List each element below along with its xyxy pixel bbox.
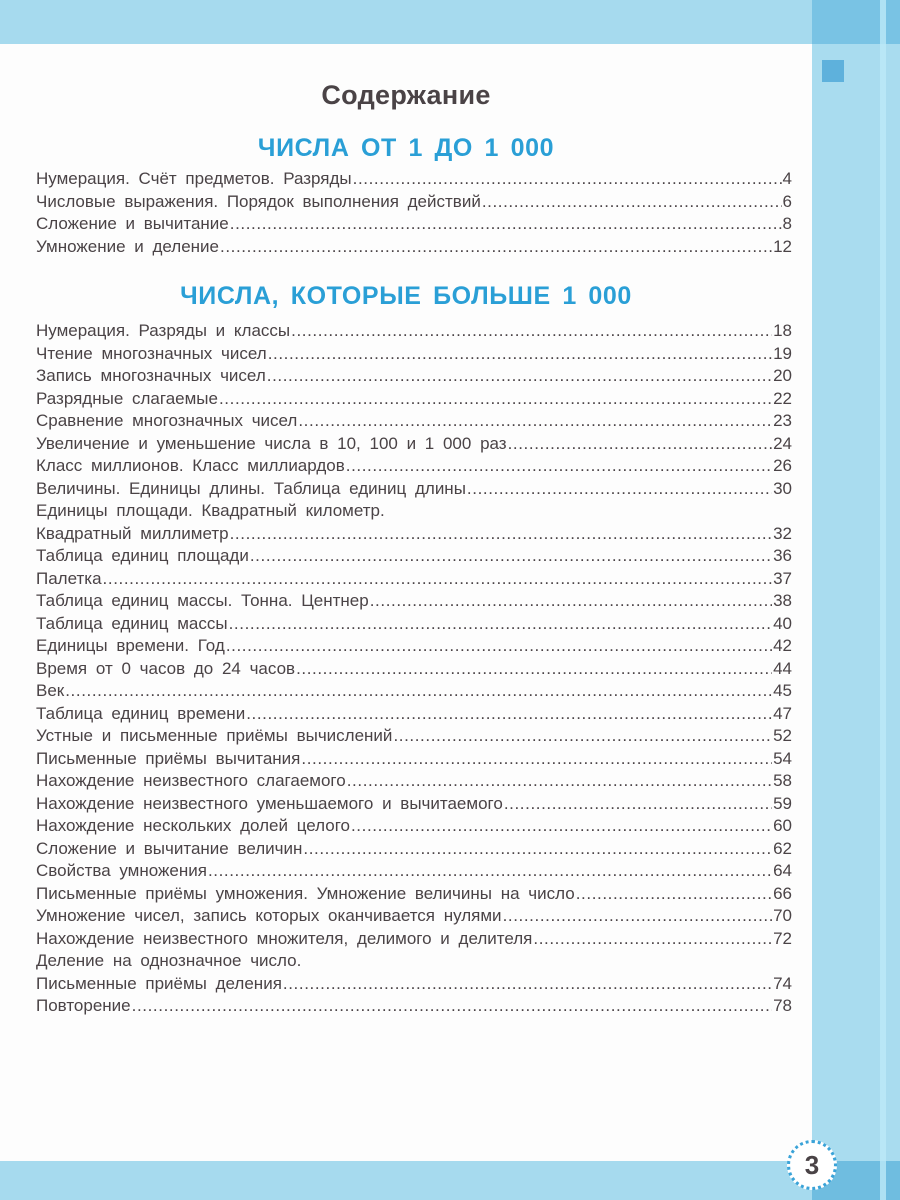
dot-leader: [220, 237, 772, 257]
toc-entry[interactable]: [36, 659, 792, 682]
dot-leader: [347, 771, 772, 791]
toc-entry[interactable]: [36, 434, 792, 457]
dot-leader: [296, 659, 772, 679]
toc-entry-label: Время от 0 часов до 24 часов: [36, 658, 296, 678]
toc-entry-label: Письменные приёмы деления: [36, 973, 282, 993]
toc-entry-label: Чтение многозначных чисел: [36, 343, 267, 363]
toc-entry-label: Нумерация. Счёт предметов. Разряды: [36, 169, 352, 188]
toc-entry-label: Сложение и вычитание: [36, 214, 229, 233]
toc-entry-label: Устные и письменные приёмы вычислений: [36, 726, 393, 745]
toc-entry-label: Деление на однозначное число.: [36, 951, 302, 970]
toc-entry-page-number: 40: [773, 613, 792, 633]
toc-entry-label: Нахождение неизвестного множителя, делимого и делителя: [36, 928, 533, 948]
dot-leader: [504, 794, 772, 814]
page-number-badge: [787, 1140, 837, 1190]
toc-entry-page-number: 20: [773, 366, 792, 385]
toc-entry-label: Таблица единиц массы. Тонна. Центнер: [36, 591, 369, 610]
toc-entry-label: Век: [36, 681, 65, 700]
toc-section-2: [36, 321, 792, 1019]
toc-entry-page-number: 22: [773, 388, 792, 408]
toc-entry[interactable]: [36, 929, 792, 952]
toc-entry[interactable]: [36, 366, 792, 389]
dot-leader: [268, 344, 772, 364]
dot-leader: [508, 434, 773, 454]
toc-entry-page-number: 38: [773, 591, 792, 610]
dot-leader: [291, 321, 772, 341]
toc-entry[interactable]: [36, 749, 792, 772]
dot-leader: [301, 749, 772, 769]
toc-entry-page-number: 45: [773, 681, 792, 700]
toc-entry-label: Класс миллионов. Класс миллиардов: [36, 456, 345, 475]
toc-entry[interactable]: [36, 996, 792, 1019]
dot-leader: [503, 906, 773, 926]
dot-leader: [351, 816, 772, 836]
toc-entry-label: Таблица единиц площади: [36, 546, 249, 565]
right-border-band: [812, 0, 900, 1200]
toc-entry[interactable]: [36, 569, 792, 592]
toc-entry-label: Таблица единиц массы: [36, 613, 228, 633]
dot-leader: [250, 546, 772, 566]
dot-leader: [230, 214, 782, 234]
dot-leader: [298, 411, 772, 431]
toc-entry-label: Квадратный миллиметр: [36, 523, 229, 543]
dot-leader: [303, 839, 772, 859]
section-title-2: ЧИСЛА, КОТОРЫЕ БОЛЬШЕ 1 000: [180, 282, 632, 310]
dot-leader: [229, 614, 772, 634]
toc-entry[interactable]: [36, 974, 792, 997]
toc-entry-label: Свойства умножения: [36, 861, 207, 880]
dot-leader: [267, 366, 772, 386]
toc-entry-page-number: 32: [773, 523, 792, 543]
page-title: Содержание: [321, 80, 491, 110]
dot-leader: [230, 524, 772, 544]
chapter-marker-square-icon: [822, 60, 844, 82]
dot-leader: [219, 389, 772, 409]
page-number: 3: [804, 1149, 820, 1180]
toc-entry[interactable]: [36, 524, 792, 547]
toc-entry-page-number: 54: [773, 748, 792, 768]
toc-entry-label: Палетка: [36, 568, 102, 588]
toc-entry[interactable]: [36, 794, 792, 817]
toc-entry[interactable]: [36, 546, 792, 569]
toc-entry-page-number: 44: [773, 658, 792, 678]
page-sheet: [0, 44, 812, 1161]
toc-entry[interactable]: [36, 906, 792, 929]
toc-entry-page-number: 47: [773, 703, 792, 723]
bottom-border-band: [0, 1161, 900, 1200]
toc-entry-label: Письменные приёмы вычитания: [36, 748, 301, 768]
toc-entry-page-number: 78: [773, 996, 792, 1015]
toc-entry-page-number: 6: [782, 191, 792, 211]
toc-entry-page-number: 19: [773, 343, 792, 363]
toc-entry-label: Таблица единиц времени: [36, 703, 246, 723]
toc-entry[interactable]: [36, 344, 792, 367]
toc-entry-page-number: 60: [773, 816, 792, 835]
toc-entry[interactable]: [36, 951, 792, 974]
dot-leader: [103, 569, 773, 589]
toc-entry-page-number: 37: [773, 568, 792, 588]
toc-entry-page-number: 62: [773, 838, 792, 858]
toc-entry-page-number: 58: [773, 771, 792, 790]
toc-entry-page-number: 8: [782, 214, 792, 233]
toc-entry[interactable]: [36, 861, 792, 884]
toc-entry-label: Увеличение и уменьшение числа в 10, 100 и 1 000 раз: [36, 433, 507, 453]
toc-entry[interactable]: [36, 411, 792, 434]
toc-entry-label: Единицы времени. Год: [36, 636, 225, 655]
dot-leader: [467, 479, 772, 499]
toc-entry-label: Нахождение неизвестного слагаемого: [36, 771, 346, 790]
edge-stripe: [880, 0, 886, 1200]
toc-entry-page-number: 24: [773, 433, 792, 453]
toc-entry-page-number: 4: [782, 169, 792, 188]
toc-entry-page-number: 36: [773, 546, 792, 565]
toc-entry-label: Письменные приёмы умножения. Умножение величины на число: [36, 883, 575, 903]
toc-entry[interactable]: [36, 816, 792, 839]
toc-entry-page-number: 72: [773, 928, 792, 948]
toc-entry-label: Умножение чисел, запись которых оканчивается нулями: [36, 906, 502, 925]
toc-entry-page-number: 42: [773, 636, 792, 655]
toc-entry[interactable]: [36, 389, 792, 412]
toc-entry-label: Нахождение неизвестного уменьшаемого и вычитаемого: [36, 793, 503, 813]
toc-entry-page-number: 52: [773, 726, 792, 745]
toc-entry[interactable]: [36, 169, 792, 192]
dot-leader: [226, 636, 772, 656]
toc-entry-label: Умножение и деление: [36, 236, 220, 256]
toc-entry-label: Повторение: [36, 996, 131, 1015]
toc-entry-label: Запись многозначных чисел: [36, 366, 266, 385]
toc-entry[interactable]: [36, 636, 792, 659]
toc-entry-label: Сравнение многозначных чисел: [36, 411, 298, 430]
dot-leader: [393, 726, 772, 746]
toc-entry-page-number: 26: [773, 456, 792, 475]
toc-entry[interactable]: [36, 214, 792, 237]
toc-entry-label: Числовые выражения. Порядок выполнения действий: [36, 191, 481, 211]
toc-entry[interactable]: [36, 237, 792, 260]
dot-leader: [65, 681, 772, 701]
toc-entry[interactable]: [36, 479, 792, 502]
dot-leader: [132, 996, 772, 1016]
toc-entry[interactable]: [36, 456, 792, 479]
dot-leader: [533, 929, 772, 949]
toc-entry-label: Сложение и вычитание величин: [36, 838, 303, 858]
toc-entry-label: Единицы площади. Квадратный километр.: [36, 501, 385, 520]
toc-entry-label: Нумерация. Разряды и классы: [36, 321, 291, 340]
toc-entry-page-number: 64: [773, 861, 792, 880]
toc-entry-page-number: 70: [773, 906, 792, 925]
toc-entry[interactable]: [36, 192, 792, 215]
top-border-band: [0, 0, 900, 44]
dot-leader: [370, 591, 772, 611]
dot-leader: [283, 974, 772, 994]
toc-entry[interactable]: [36, 591, 792, 614]
toc-entry-label: Разрядные слагаемые: [36, 388, 218, 408]
toc-entry-label: Величины. Единицы длины. Таблица единиц длины: [36, 478, 466, 498]
dot-leader: [246, 704, 772, 724]
toc-entry[interactable]: [36, 321, 792, 344]
dot-leader: [482, 192, 782, 212]
dot-leader: [346, 456, 772, 476]
section-title-1: ЧИСЛА ОТ 1 ДО 1 000: [257, 134, 555, 162]
toc-entry-page-number: 59: [773, 793, 792, 813]
toc-entry[interactable]: [36, 681, 792, 704]
toc-entry[interactable]: [36, 501, 792, 524]
toc-entry[interactable]: [36, 704, 792, 727]
toc-entry-page-number: 18: [773, 321, 792, 340]
toc-entry[interactable]: [36, 726, 792, 749]
toc-entry-page-number: 12: [773, 236, 792, 256]
toc-entry[interactable]: [36, 771, 792, 794]
toc-entry[interactable]: [36, 839, 792, 862]
toc-section-1: [36, 169, 792, 259]
dot-leader: [208, 861, 772, 881]
toc-entry-page-number: 30: [773, 478, 792, 498]
toc-entry[interactable]: [36, 884, 792, 907]
toc-entry[interactable]: [36, 614, 792, 637]
toc-entry-page-number: 74: [773, 973, 792, 993]
toc-entry-label: Нахождение нескольких долей целого: [36, 816, 350, 835]
toc-entry-page-number: 23: [773, 411, 792, 430]
corner-block-top: [812, 0, 900, 44]
dot-leader: [576, 884, 772, 904]
toc-entry-page-number: 66: [773, 883, 792, 903]
dot-leader: [353, 169, 782, 189]
